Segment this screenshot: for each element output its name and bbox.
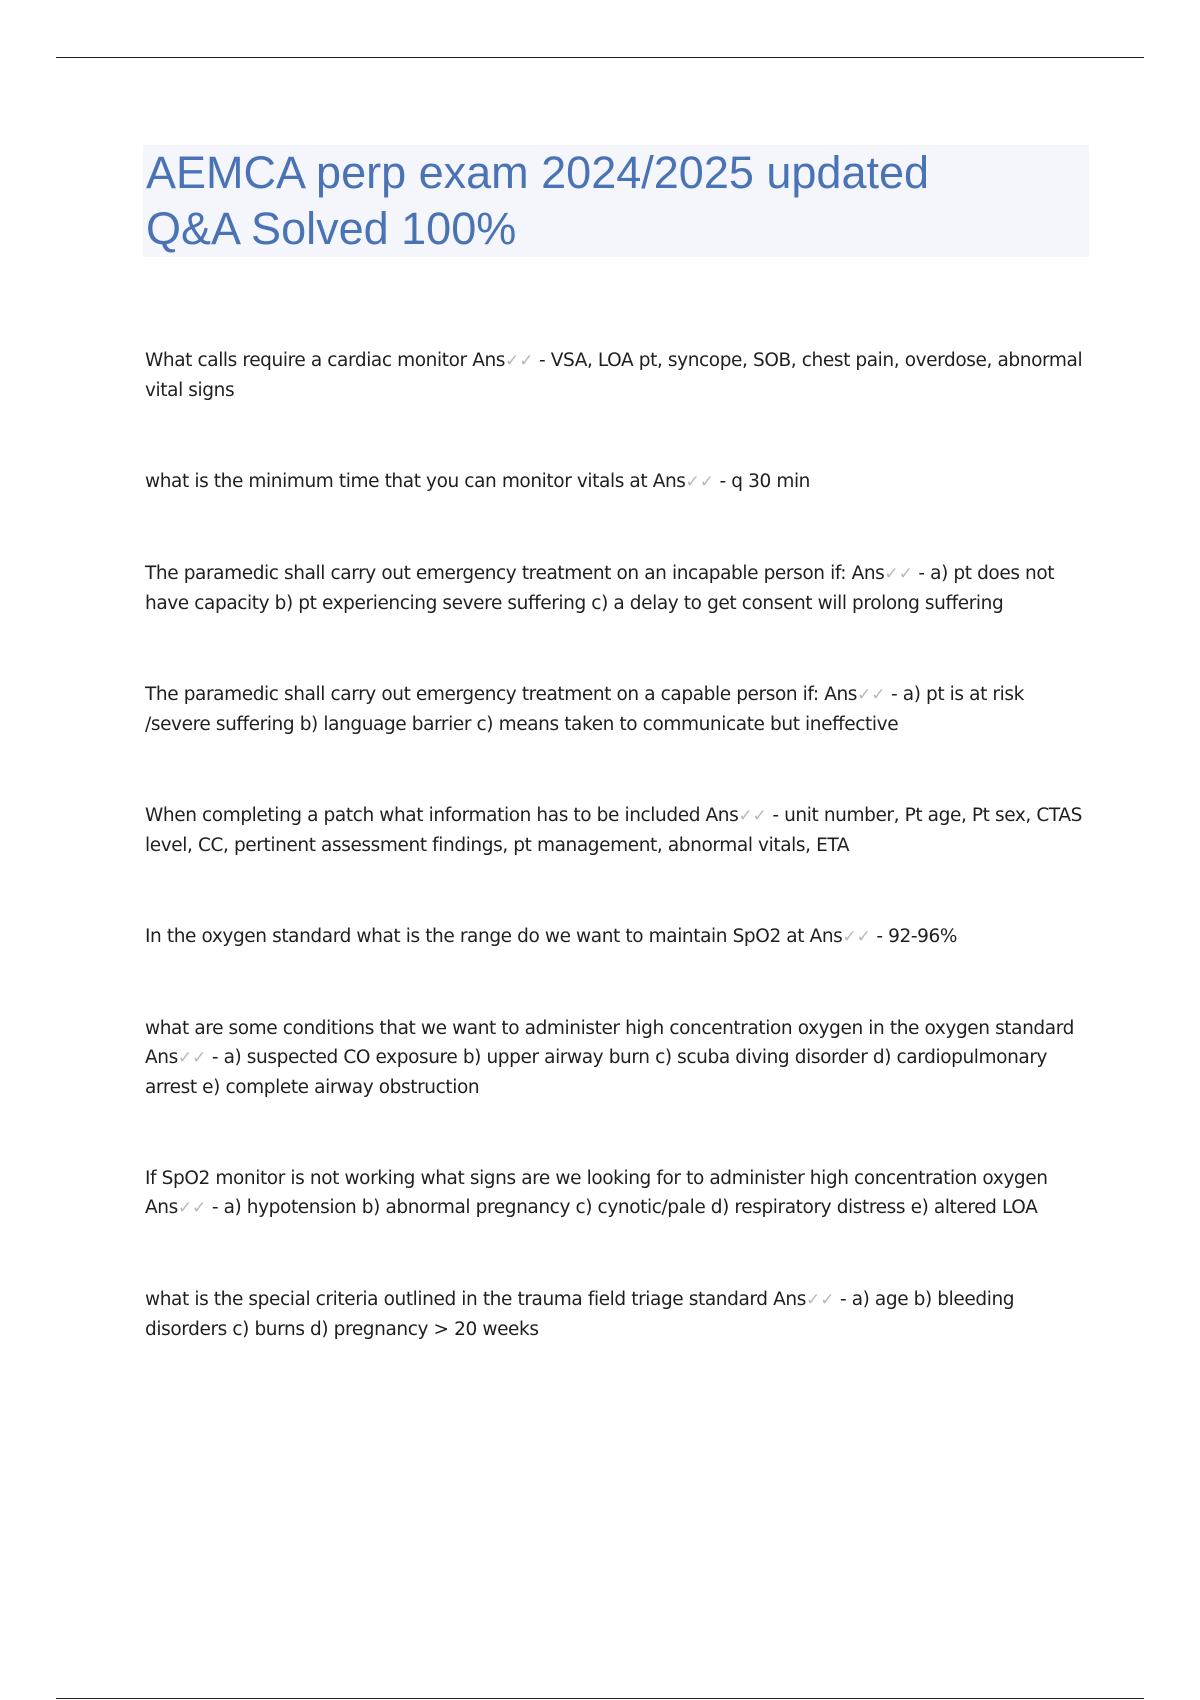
double-check-icon: ✓✓ [805,1290,835,1310]
qa-item [145,559,1085,618]
double-check-icon: ✓✓ [685,472,715,492]
answer-text: - 92-96% [876,926,958,947]
question-text: what are some conditions that we want to administer high concentration oxygen in the oxygen standard [145,1018,1074,1039]
qa-item [145,1285,1085,1344]
double-check-icon: ✓✓ [177,1048,207,1068]
qa-list [145,346,1085,1406]
question-text: In the oxygen standard what is the range do we want to maintain SpO2 at [145,926,805,947]
ans-label: Ans [472,350,506,371]
qa-item [145,801,1085,860]
answer-text: - q 30 min [719,471,811,492]
document-title [146,145,1089,257]
question-text: What calls require a cardiac monitor [145,350,467,371]
ans-label: Ans [145,1197,178,1218]
double-check-icon: ✓✓ [884,564,913,584]
answer-text: - unit number, Pt age, Pt sex, CTAS level, CC, pertinent assessment findings, pt management, abnormal vitals, ETA [145,805,1082,856]
double-check-icon: ✓✓ [842,927,871,947]
ans-label: Ans [773,1289,806,1310]
title-line-1: AEMCA perp exam 2024/2025 updated [146,147,930,198]
qa-item [145,1014,1085,1102]
ans-label: Ans [705,805,739,826]
answer-text: - a) suspected CO exposure b) upper airway burn c) scuba diving disorder d) cardiopulmonary arrest e) complete airway obstruction [145,1047,1048,1098]
header-rule [56,57,1144,58]
answer-text: - a) age b) bleeding disorders c) burns d) pregnancy > 20 weeks [145,1289,1015,1340]
question-text: The paramedic shall carry out emergency treatment on a capable person if: [145,684,819,705]
qa-item [145,346,1085,405]
double-check-icon: ✓✓ [177,1198,207,1218]
question-text: When completing a patch what information has to be included [145,805,701,826]
question-text: what is the special criteria outlined in the trauma field triage standard [145,1289,768,1310]
title-banner [143,145,1089,257]
answer-text: - VSA, LOA pt, syncope, SOB, chest pain, overdose, abnormal vital signs [145,350,1083,401]
title-line-2: Q&A Solved 100% [146,203,517,254]
qa-item [145,680,1085,739]
ans-label: Ans [851,563,885,584]
qa-item [145,922,1085,952]
double-check-icon: ✓✓ [505,351,534,371]
question-text: what is the minimum time that you can monitor vitals at [145,471,648,492]
double-check-icon: ✓✓ [738,806,767,826]
ans-label: Ans [652,471,686,492]
answer-text: - a) pt is at risk /severe suffering b) language barrier c) means taken to communicate but ineffective [145,684,1024,735]
ans-label: Ans [809,926,843,947]
double-check-icon: ✓✓ [857,685,886,705]
question-text: If SpO2 monitor is not working what signs are we looking for to administer high concentration oxygen [145,1168,1048,1189]
footer-rule [56,1698,1144,1699]
question-text: The paramedic shall carry out emergency treatment on an incapable person if: [145,563,847,584]
ans-label: Ans [824,684,858,705]
answer-text: - a) pt does not have capacity b) pt experiencing severe suffering c) a delay to get consent will prolong suffering [145,563,1055,614]
qa-item [145,1164,1085,1223]
answer-text: - a) hypotension b) abnormal pregnancy c) cynotic/pale d) respiratory distress e) altered LOA [211,1197,1038,1218]
qa-item [145,467,1085,497]
ans-label: Ans [145,1047,178,1068]
